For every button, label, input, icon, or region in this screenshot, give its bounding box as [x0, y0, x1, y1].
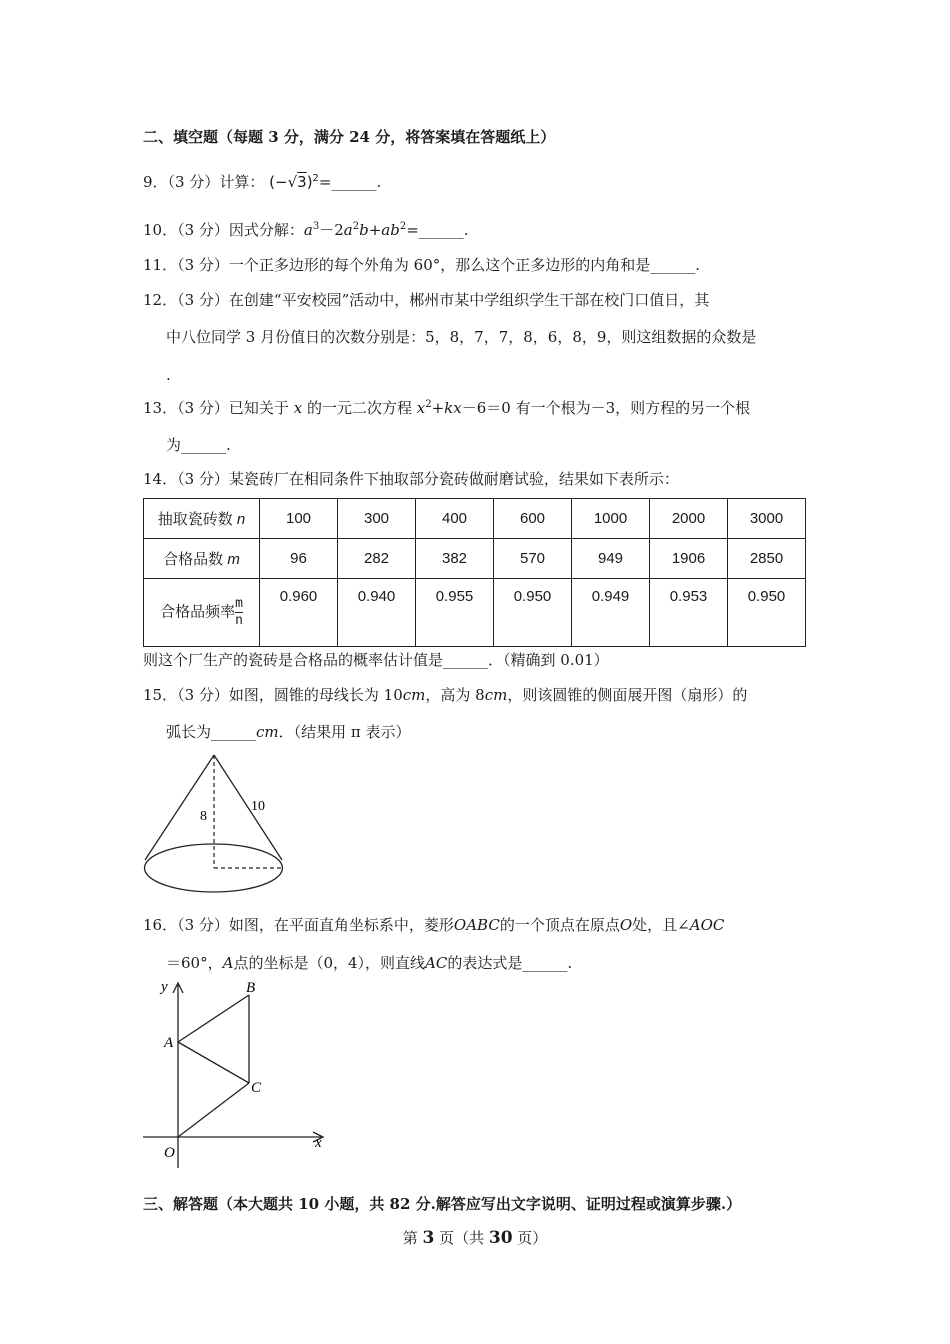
q15-number: 15．	[143, 686, 178, 704]
segment-ac	[178, 1042, 249, 1083]
q16-text-f: 的表达式是______.	[447, 954, 573, 972]
cell-n-2: 300	[338, 499, 416, 539]
q15-unit-3: cm	[256, 723, 279, 741]
cell-freq-5: 0.949	[572, 579, 650, 647]
cell-n-7: 3000	[728, 499, 806, 539]
footer-mid: 页（共	[434, 1229, 489, 1247]
cell-m-1: 96	[260, 539, 338, 579]
cell-m-4: 570	[494, 539, 572, 579]
table-row-freq	[144, 579, 806, 647]
q15-text-a: （3 分）如图，圆锥的母线长为 10	[177, 686, 403, 704]
cell-m-6: 1906	[650, 539, 728, 579]
question-15	[143, 685, 747, 705]
cell-freq-2: 0.940	[338, 579, 416, 647]
table-row-m	[144, 539, 806, 579]
q14-after: 则这个厂生产的瓷砖是合格品的概率估计值是______．（精确到 0.01）	[143, 651, 609, 669]
q9-exponent: 2	[312, 173, 319, 184]
q16-line-ac: AC	[425, 954, 448, 972]
label-b: B	[246, 980, 256, 996]
question-11	[143, 255, 700, 275]
rhombus-figure	[140, 975, 340, 1175]
q13-equation: $x^2+kx$	[416, 399, 462, 417]
q12-line3: .	[166, 366, 171, 384]
label-o: O	[164, 1145, 175, 1161]
q15-text-d: 弧长为______	[166, 723, 257, 741]
footer-pre: 第	[402, 1229, 423, 1247]
q12-line1: （3 分）在创建“平安校园”活动中，郴州市某中学组织学生干部在校门口值日，其	[177, 291, 710, 309]
q12-line2: 中八位同学 3 月份值日的次数分别是：5，8，7，7，8，6，8，9，则这组数据的众数是	[166, 328, 757, 346]
q16-line2	[166, 953, 572, 973]
q16-point-o: O	[619, 916, 633, 934]
quality-table	[143, 498, 806, 647]
q9-number: 9．	[143, 173, 168, 191]
q16-text-b: 的一个顶点在原点	[499, 916, 620, 934]
q16-text-d: ＝60°，	[166, 954, 223, 972]
q12-number: 12．	[143, 291, 178, 309]
label-a: A	[164, 1035, 174, 1051]
question-16	[143, 915, 724, 935]
q16-text-e: 点的坐标是（0，4），则直线	[233, 954, 426, 972]
q13-text-c: －6＝0 有一个根为－3，则方程的另一个根	[461, 399, 751, 417]
q10-number: 10．	[143, 221, 178, 239]
question-14	[143, 469, 679, 489]
q15-unit-1: cm	[402, 686, 426, 704]
q16-angle: AOC	[689, 916, 725, 934]
cell-n-3: 400	[416, 499, 494, 539]
segment-ab	[178, 995, 249, 1042]
q14-number: 14．	[143, 470, 178, 488]
q16-text-a: （3 分）如图，在平面直角坐标系中，菱形	[177, 916, 454, 934]
q16-number: 16．	[143, 916, 178, 934]
q15-unit-2: cm	[484, 686, 508, 704]
row-label-freq: 合格品频率 $\frac{m}{n}$	[144, 579, 260, 647]
cell-freq-1: 0.960	[260, 579, 338, 647]
question-12	[143, 290, 709, 310]
q9-radicand: 3	[297, 173, 307, 191]
q11-text: （3 分）一个正多边形的每个外角为 60°，那么这个正多边形的内角和是______.	[177, 256, 701, 274]
row-label-n: 抽取瓷砖数 n	[144, 499, 260, 539]
cell-m-3: 382	[416, 539, 494, 579]
footer-post: 页）	[512, 1229, 548, 1247]
q10-expression: $a^3-2a^2b+ab^2$	[303, 221, 407, 239]
question-9	[143, 172, 381, 192]
q13-number: 13．	[143, 399, 178, 417]
q14-intro: （3 分）某瓷砖厂在相同条件下抽取部分瓷砖做耐磨试验，结果如下表所示：	[177, 470, 679, 488]
q9-tail: =______.	[318, 173, 382, 191]
q16-text-c: 处，且∠	[632, 916, 690, 934]
section-3-title: 三、解答题（本大题共 10 小题，共 82 分.解答应写出文字说明、证明过程或演算步骤.）	[143, 1195, 742, 1213]
cell-freq-6: 0.953	[650, 579, 728, 647]
q15-text-e: ．（结果用 π 表示）	[278, 723, 411, 741]
q10-text: （3 分）因式分解：	[177, 221, 304, 239]
q13-var-x: x	[293, 399, 303, 417]
q10-tail: =______.	[406, 221, 469, 239]
q16-point-a: A	[222, 954, 234, 972]
label-c: C	[251, 1080, 262, 1096]
q9-expression: $(-√3)^2$	[269, 173, 319, 191]
footer-page: 3	[422, 1228, 435, 1248]
page-footer	[0, 1228, 950, 1248]
cell-freq-4: 0.950	[494, 579, 572, 647]
cone-figure	[140, 750, 290, 900]
cell-n-1: 100	[260, 499, 338, 539]
cone-height-label: 8	[200, 809, 207, 824]
q13-text-b: 的一元二次方程	[306, 399, 412, 417]
cell-m-5: 949	[572, 539, 650, 579]
segment-oc	[178, 1083, 249, 1137]
section-2-title: 二、填空题（每题 3 分，满分 24 分，将答案填在答题纸上）	[143, 128, 556, 146]
cell-freq-3: 0.955	[416, 579, 494, 647]
cell-freq-7: 0.950	[728, 579, 806, 647]
q13-line2: 为______.	[166, 436, 231, 454]
question-10	[143, 220, 469, 240]
q15-text-b: ，高为 8	[425, 686, 485, 704]
row-label-m: 合格品数 m	[144, 539, 260, 579]
q15-line2	[166, 722, 411, 742]
question-13	[143, 398, 750, 418]
q16-shape: OABC	[453, 916, 500, 934]
q15-text-c: ，则该圆锥的侧面展开图（扇形）的	[507, 686, 748, 704]
cell-n-4: 600	[494, 499, 572, 539]
cell-n-6: 2000	[650, 499, 728, 539]
footer-total: 30	[488, 1228, 513, 1248]
q13-text-a: （3 分）已知关于	[177, 399, 289, 417]
cell-n-5: 1000	[572, 499, 650, 539]
cell-m-2: 282	[338, 539, 416, 579]
cone-slant-label: 10	[251, 799, 265, 814]
q9-minus: −	[275, 173, 288, 191]
q9-text: （3 分）计算：	[167, 173, 265, 191]
label-y: y	[161, 979, 168, 995]
table-row-n	[144, 499, 806, 539]
label-x: x	[315, 1135, 322, 1151]
cell-m-7: 2850	[728, 539, 806, 579]
q11-number: 11．	[143, 256, 178, 274]
